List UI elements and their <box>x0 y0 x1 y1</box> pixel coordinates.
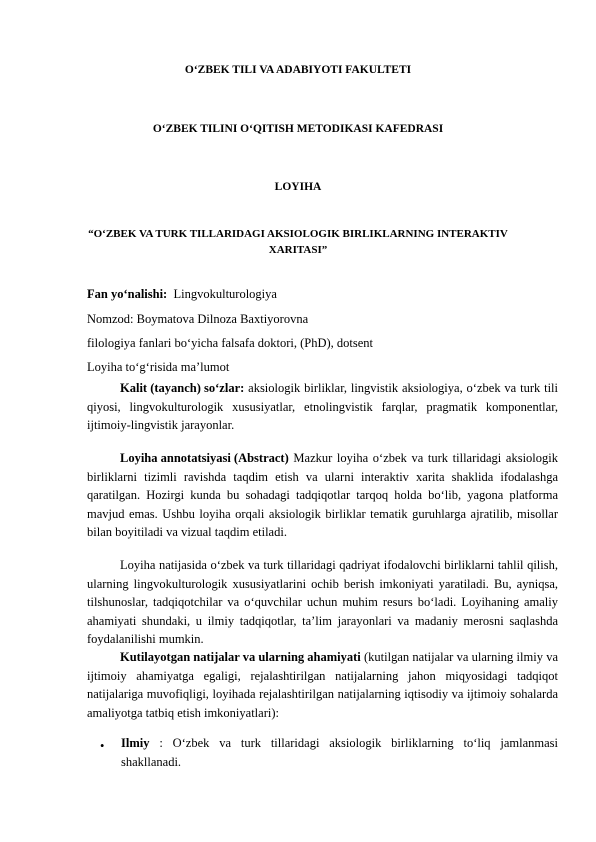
expected-results-label: Kutilayotgan natijalar va ularning ahamiyati <box>120 650 361 664</box>
keywords-paragraph <box>87 379 558 435</box>
field-line <box>87 287 277 302</box>
field-label: Fan yo‘nalishi: <box>87 287 168 301</box>
expected-results-text: (kutilgan natijalar va ularning ilmiy va ijtimoiy ahamiyatga egaligi, rejalashtirilgan natijalarning jahon miqyosidagi tadqiqot natijalariga muvofiqligi, loyihada rejalashtirilgan natijalarning iqtisodiy va ijtimoiy sohalarda amaliyotga tatbiq etish imkoniyatlari): <box>87 650 558 720</box>
author-line: Nomzod: Boymatova Dilnoza Baxtiyorovna <box>87 312 309 326</box>
keywords-label: Kalit (tayanch) so‘zlar: <box>120 381 245 395</box>
abstract-text: Mazkur loyiha o‘zbek va turk tillaridagi aksiologik birliklarni tizimli ravishda taqdim etish va ularni interaktiv xarita shaklida ifodalashga qaratilgan. Hozirgi kunda bu sohadagi tadqiqotlar tarqoq holda bo‘lib, yagona platforma mavjud emas. Ushbu loyiha orqali aksiologik birliklar tematik guruhlarga ajratilib, misollar bilan boyitiladi va vizual taqdim etiladi. <box>87 451 558 540</box>
result-paragraph: Loyiha natijasida o‘zbek va turk tillaridagi qadriyat ifodalovchi birliklarni tahlil qilish, ularning lingvokulturologik xususiyatlarini ochib berish imkoniyati yaratiladi. Bu, ayniqsa, tilshunoslar, tadqiqotchilar va o‘quvchilar uchun muhim resurs bo‘ladi. Loyihaning amaliy ahamiyati shundaki, u ilmiy tadqiqotlar, ta’lim jarayonlari va madaniy merosni saqlashda foydalanilishi mumkin. <box>87 558 558 647</box>
bullet-label: Ilmiy <box>121 736 150 750</box>
faculty-heading: O‘ZBEK TILI VA ADABIYOTI FAKULTETI <box>184 64 412 76</box>
department-heading: O‘ZBEK TILINI O‘QITISH METODIKASI KAFEDRASI <box>152 123 444 135</box>
expected-results-paragraph <box>87 648 558 722</box>
keywords-text: aksiologik birliklar, lingvistik aksiologiya, o‘zbek va turk tili qiyosi, lingvokulturologik xususiyatlar, etnolingvistik farqlar, pragmatik komponentlar, ijtimoiy-lingvistik jarayonlar. <box>87 381 558 433</box>
degree-line: filologiya fanlari bo‘yicha falsafa doktori, (PhD), dotsent <box>87 336 374 350</box>
list-item <box>121 734 558 772</box>
bullet-text: : O‘zbek va turk tillaridagi aksiologik birliklarning to‘liq jamlanmasi shakllanadi. <box>121 736 558 769</box>
field-value: Lingvokulturologiya <box>173 287 277 301</box>
document-type-heading: LOYIHA <box>274 181 322 193</box>
bullet-dot: • <box>100 739 105 753</box>
abstract-label: Loyiha annotatsiyasi (Abstract) <box>120 451 289 465</box>
abstract-paragraph <box>87 449 558 542</box>
info-heading: Loyiha to‘g‘risida ma’lumot <box>87 360 230 374</box>
project-title: “O‘ZBEK VA TURK TILLARIDAGI AKSIOLOGIK BIRLIKLARNING INTERAKTIV XARITASI” <box>88 228 508 256</box>
